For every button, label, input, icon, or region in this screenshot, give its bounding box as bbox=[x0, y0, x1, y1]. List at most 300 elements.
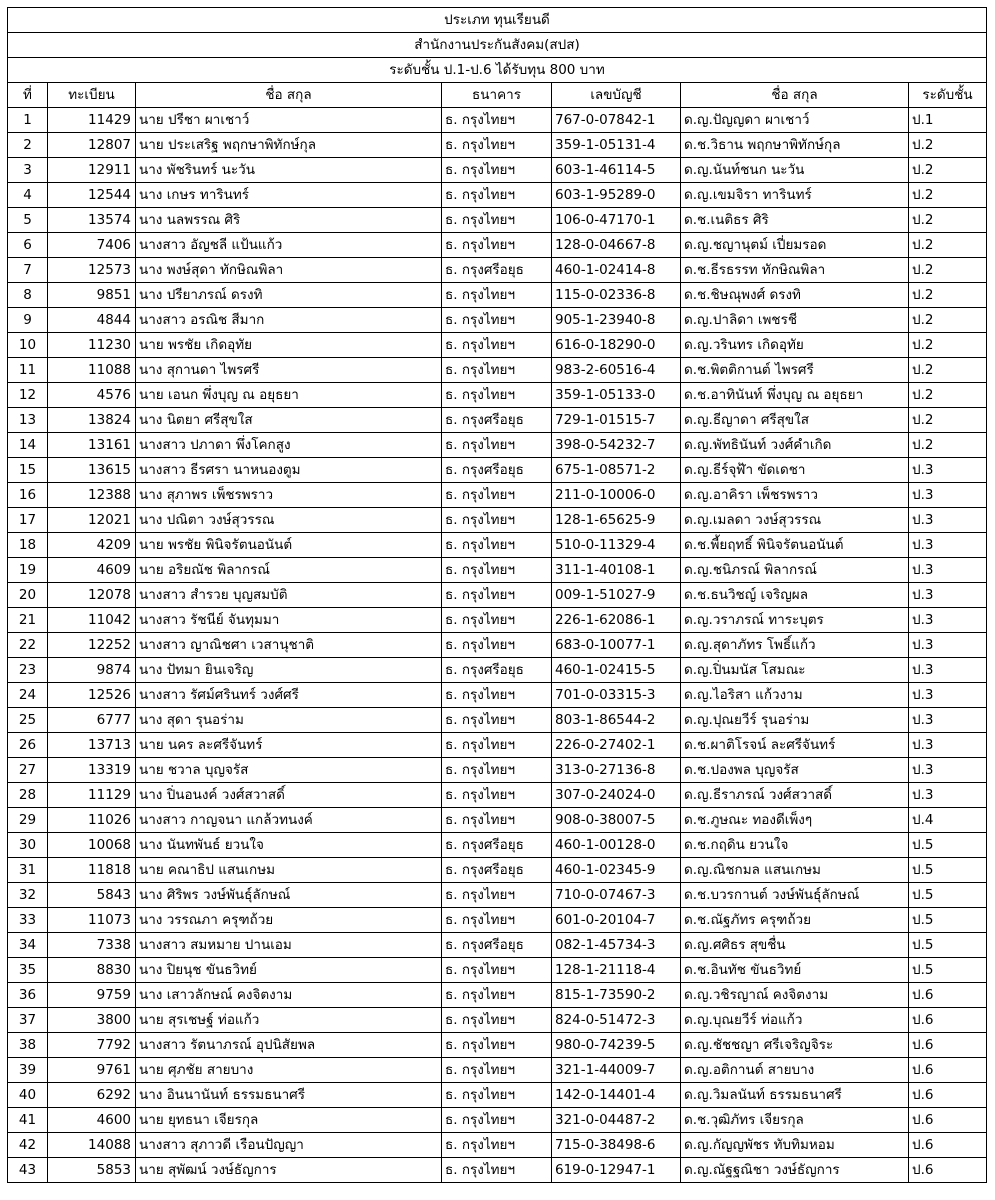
table-row bbox=[8, 658, 987, 683]
cell-parent-name: นาย พรชัย พินิจรัตนอนันต์ bbox=[136, 533, 442, 558]
cell-grade: ป.2 bbox=[909, 383, 987, 408]
cell-parent-name: นาย ยุทธนา เจียรกุล bbox=[136, 1108, 442, 1133]
cell-bank: ธ. กรุงไทยฯ bbox=[442, 608, 552, 633]
cell-account: 321-1-44009-7 bbox=[552, 1058, 681, 1083]
cell-no: 38 bbox=[8, 1033, 48, 1058]
cell-reg: 11042 bbox=[48, 608, 136, 633]
cell-child-name: ด.ญ.พัทธินันท์ วงศ์คำเกิด bbox=[681, 433, 909, 458]
cell-grade: ป.1 bbox=[909, 108, 987, 133]
cell-bank: ธ. กรุงไทยฯ bbox=[442, 1058, 552, 1083]
cell-account: 359-1-05133-0 bbox=[552, 383, 681, 408]
cell-grade: ป.2 bbox=[909, 208, 987, 233]
cell-child-name: ด.ญ.วรินทร เกิดอุทัย bbox=[681, 333, 909, 358]
cell-grade: ป.6 bbox=[909, 1158, 987, 1183]
cell-account: 908-0-38007-5 bbox=[552, 808, 681, 833]
cell-reg: 11073 bbox=[48, 908, 136, 933]
cell-bank: ธ. กรุงไทยฯ bbox=[442, 758, 552, 783]
cell-child-name: ด.ญ.ไอริสา แก้วงาม bbox=[681, 683, 909, 708]
cell-bank: ธ. กรุงไทยฯ bbox=[442, 783, 552, 808]
cell-no: 29 bbox=[8, 808, 48, 833]
cell-no: 41 bbox=[8, 1108, 48, 1133]
table-row bbox=[8, 1108, 987, 1133]
cell-grade: ป.2 bbox=[909, 433, 987, 458]
sheet-agency: สำนักงานประกันสังคม(สปส) bbox=[8, 33, 987, 58]
cell-no: 23 bbox=[8, 658, 48, 683]
table-row bbox=[8, 633, 987, 658]
cell-parent-name: นางสาว สำรวย บุญสมบัติ bbox=[136, 583, 442, 608]
cell-no: 43 bbox=[8, 1158, 48, 1183]
table-row bbox=[8, 208, 987, 233]
cell-account: 683-0-10077-1 bbox=[552, 633, 681, 658]
cell-reg: 10068 bbox=[48, 833, 136, 858]
cell-grade: ป.2 bbox=[909, 133, 987, 158]
cell-reg: 11429 bbox=[48, 108, 136, 133]
table-row bbox=[8, 433, 987, 458]
cell-child-name: ด.ช.ณัฐภัทร ครุฑถ้วย bbox=[681, 908, 909, 933]
cell-child-name: ด.ช.อาทินันท์ พึ่งบุญ ณ อยุธยา bbox=[681, 383, 909, 408]
cell-account: 980-0-74239-5 bbox=[552, 1033, 681, 1058]
cell-parent-name: นางสาว ธีรศรา นาหนองตูม bbox=[136, 458, 442, 483]
cell-bank: ธ. กรุงไทยฯ bbox=[442, 583, 552, 608]
cell-no: 36 bbox=[8, 983, 48, 1008]
cell-grade: ป.6 bbox=[909, 1008, 987, 1033]
cell-no: 5 bbox=[8, 208, 48, 233]
cell-account: 983-2-60516-4 bbox=[552, 358, 681, 383]
cell-parent-name: นางสาว กาญจนา แกล้วทนงค์ bbox=[136, 808, 442, 833]
cell-bank: ธ. กรุงไทยฯ bbox=[442, 958, 552, 983]
cell-account: 321-0-04487-2 bbox=[552, 1108, 681, 1133]
cell-child-name: ด.ช.ปองพล บุญจรัส bbox=[681, 758, 909, 783]
cell-bank: ธ. กรุงศรีอยุธ bbox=[442, 658, 552, 683]
cell-account: 710-0-07467-3 bbox=[552, 883, 681, 908]
cell-account: 603-1-95289-0 bbox=[552, 183, 681, 208]
cell-account: 082-1-45734-3 bbox=[552, 933, 681, 958]
cell-account: 226-1-62086-1 bbox=[552, 608, 681, 633]
cell-grade: ป.6 bbox=[909, 1133, 987, 1158]
cell-account: 619-0-12947-1 bbox=[552, 1158, 681, 1183]
cell-bank: ธ. กรุงไทยฯ bbox=[442, 1083, 552, 1108]
cell-bank: ธ. กรุงไทยฯ bbox=[442, 683, 552, 708]
cell-parent-name: นางสาว สุภาวดี เรือนปัญญา bbox=[136, 1133, 442, 1158]
table-row bbox=[8, 508, 987, 533]
cell-grade: ป.3 bbox=[909, 758, 987, 783]
cell-grade: ป.2 bbox=[909, 308, 987, 333]
table-row bbox=[8, 708, 987, 733]
cell-child-name: ด.ช.กฤดิน ยวนใจ bbox=[681, 833, 909, 858]
cell-parent-name: นาง อินนานันท์ ธรรมธนาศรี bbox=[136, 1083, 442, 1108]
cell-no: 28 bbox=[8, 783, 48, 808]
cell-grade: ป.4 bbox=[909, 808, 987, 833]
table-row bbox=[8, 783, 987, 808]
cell-grade: ป.3 bbox=[909, 583, 987, 608]
cell-account: 142-0-14401-4 bbox=[552, 1083, 681, 1108]
cell-grade: ป.2 bbox=[909, 333, 987, 358]
cell-child-name: ด.ช.บวรกานต์ วงษ์พันธุ์ลักษณ์ bbox=[681, 883, 909, 908]
table-row bbox=[8, 1158, 987, 1183]
cell-reg: 11129 bbox=[48, 783, 136, 808]
cell-child-name: ด.ญ.บุณยวีร์ ท่อแก้ว bbox=[681, 1008, 909, 1033]
cell-account: 128-1-21118-4 bbox=[552, 958, 681, 983]
cell-grade: ป.3 bbox=[909, 558, 987, 583]
cell-reg: 13615 bbox=[48, 458, 136, 483]
cell-no: 31 bbox=[8, 858, 48, 883]
cell-reg: 13319 bbox=[48, 758, 136, 783]
cell-account: 601-0-20104-7 bbox=[552, 908, 681, 933]
col-header-bank: ธนาคาร bbox=[442, 83, 552, 108]
cell-grade: ป.5 bbox=[909, 933, 987, 958]
cell-parent-name: นาง นิตยา ศรีสุขใส bbox=[136, 408, 442, 433]
cell-child-name: ด.ญ.เมลดา วงษ์สุวรรณ bbox=[681, 508, 909, 533]
cell-no: 37 bbox=[8, 1008, 48, 1033]
cell-parent-name: นาย อริยณัช พิลากรณ์ bbox=[136, 558, 442, 583]
cell-account: 715-0-38498-6 bbox=[552, 1133, 681, 1158]
cell-child-name: ด.ช.ธนวิชญ์ เจริญผล bbox=[681, 583, 909, 608]
cell-child-name: ด.ญ.นันท์ชนก นะวัน bbox=[681, 158, 909, 183]
cell-reg: 11088 bbox=[48, 358, 136, 383]
cell-no: 27 bbox=[8, 758, 48, 783]
cell-child-name: ด.ญ.ชนิภรณ์ พิลากรณ์ bbox=[681, 558, 909, 583]
cell-account: 211-0-10006-0 bbox=[552, 483, 681, 508]
cell-reg: 9761 bbox=[48, 1058, 136, 1083]
cell-bank: ธ. กรุงไทยฯ bbox=[442, 133, 552, 158]
table-row bbox=[8, 808, 987, 833]
cell-grade: ป.6 bbox=[909, 983, 987, 1008]
cell-grade: ป.2 bbox=[909, 283, 987, 308]
cell-grade: ป.6 bbox=[909, 1033, 987, 1058]
cell-child-name: ด.ญ.ปิ่นมนัส โสมณะ bbox=[681, 658, 909, 683]
cell-no: 22 bbox=[8, 633, 48, 658]
cell-parent-name: นาย คณาธิป แสนเกษม bbox=[136, 858, 442, 883]
table-row bbox=[8, 308, 987, 333]
cell-reg: 11026 bbox=[48, 808, 136, 833]
cell-grade: ป.3 bbox=[909, 483, 987, 508]
cell-account: 009-1-51027-9 bbox=[552, 583, 681, 608]
cell-bank: ธ. กรุงไทยฯ bbox=[442, 708, 552, 733]
column-header-row bbox=[8, 83, 987, 108]
col-header-no: ที่ bbox=[8, 83, 48, 108]
cell-parent-name: นาย ปรีชา ผาเชาว์ bbox=[136, 108, 442, 133]
cell-grade: ป.2 bbox=[909, 158, 987, 183]
cell-parent-name: นางสาว ปภาดา พึ่งโคกสูง bbox=[136, 433, 442, 458]
cell-account: 313-0-27136-8 bbox=[552, 758, 681, 783]
cell-grade: ป.6 bbox=[909, 1083, 987, 1108]
cell-parent-name: นางสาว ญาณิชศา เวสานุชาติ bbox=[136, 633, 442, 658]
cell-reg: 5853 bbox=[48, 1158, 136, 1183]
cell-account: 510-0-11329-4 bbox=[552, 533, 681, 558]
col-header-account: เลขบัญชี bbox=[552, 83, 681, 108]
table-row bbox=[8, 1133, 987, 1158]
cell-bank: ธ. กรุงศรีอยุธ bbox=[442, 858, 552, 883]
cell-no: 39 bbox=[8, 1058, 48, 1083]
table-row bbox=[8, 258, 987, 283]
table-row bbox=[8, 1083, 987, 1108]
cell-child-name: ด.ญ.ปาลิดา เพชรชี bbox=[681, 308, 909, 333]
cell-no: 25 bbox=[8, 708, 48, 733]
table-row bbox=[8, 133, 987, 158]
cell-no: 32 bbox=[8, 883, 48, 908]
cell-reg: 4609 bbox=[48, 558, 136, 583]
table-row bbox=[8, 1058, 987, 1083]
table-row bbox=[8, 833, 987, 858]
cell-account: 701-0-03315-3 bbox=[552, 683, 681, 708]
cell-child-name: ด.ญ.ณิชกมล แสนเกษม bbox=[681, 858, 909, 883]
table-row bbox=[8, 983, 987, 1008]
cell-account: 398-0-54232-7 bbox=[552, 433, 681, 458]
cell-parent-name: นาย พรชัย เกิดอุทัย bbox=[136, 333, 442, 358]
cell-parent-name: นาง สุดา รุนอร่าม bbox=[136, 708, 442, 733]
cell-no: 33 bbox=[8, 908, 48, 933]
cell-no: 20 bbox=[8, 583, 48, 608]
cell-grade: ป.2 bbox=[909, 233, 987, 258]
cell-no: 13 bbox=[8, 408, 48, 433]
cell-parent-name: นางสาว สมหมาย ปานเอม bbox=[136, 933, 442, 958]
cell-grade: ป.3 bbox=[909, 733, 987, 758]
cell-bank: ธ. กรุงไทยฯ bbox=[442, 808, 552, 833]
cell-reg: 3800 bbox=[48, 1008, 136, 1033]
cell-account: 815-1-73590-2 bbox=[552, 983, 681, 1008]
cell-child-name: ด.ช.อินทัช ขันธวิทย์ bbox=[681, 958, 909, 983]
cell-no: 7 bbox=[8, 258, 48, 283]
cell-reg: 7406 bbox=[48, 233, 136, 258]
cell-no: 11 bbox=[8, 358, 48, 383]
cell-account: 603-1-46114-5 bbox=[552, 158, 681, 183]
cell-parent-name: นางสาว รัศม์ศรินทร์ วงศ์ศรี bbox=[136, 683, 442, 708]
cell-child-name: ด.ญ.ชัชชญา ศรีเจริญจิระ bbox=[681, 1033, 909, 1058]
cell-child-name: ด.ช.พิตติกานต์ ไพรศรี bbox=[681, 358, 909, 383]
cell-no: 26 bbox=[8, 733, 48, 758]
cell-account: 616-0-18290-0 bbox=[552, 333, 681, 358]
cell-no: 15 bbox=[8, 458, 48, 483]
cell-reg: 12544 bbox=[48, 183, 136, 208]
cell-parent-name: นาง นันทพันธ์ ยวนใจ bbox=[136, 833, 442, 858]
cell-parent-name: นาง ปรียาภรณ์ ดรงทิ bbox=[136, 283, 442, 308]
cell-grade: ป.2 bbox=[909, 258, 987, 283]
cell-child-name: ด.ญ.อติกานต์ สายบาง bbox=[681, 1058, 909, 1083]
cell-parent-name: นาง สุกานดา ไพรศรี bbox=[136, 358, 442, 383]
cell-reg: 11230 bbox=[48, 333, 136, 358]
cell-no: 24 bbox=[8, 683, 48, 708]
cell-no: 30 bbox=[8, 833, 48, 858]
cell-grade: ป.2 bbox=[909, 183, 987, 208]
col-header-reg: ทะเบียน bbox=[48, 83, 136, 108]
cell-reg: 13574 bbox=[48, 208, 136, 233]
cell-parent-name: นางสาว อรณิช สีมาก bbox=[136, 308, 442, 333]
cell-grade: ป.3 bbox=[909, 508, 987, 533]
cell-parent-name: นาย สุรเชษฐ์ ท่อแก้ว bbox=[136, 1008, 442, 1033]
cell-child-name: ด.ญ.ธีญาดา ศรีสุขใส bbox=[681, 408, 909, 433]
cell-parent-name: นาง พัชรินทร์ นะวัน bbox=[136, 158, 442, 183]
cell-child-name: ด.ญ.กัญญพัชร ทับทิมหอม bbox=[681, 1133, 909, 1158]
cell-grade: ป.3 bbox=[909, 608, 987, 633]
cell-child-name: ด.ช.วุฒิภัทร เจียรกุล bbox=[681, 1108, 909, 1133]
table-row bbox=[8, 908, 987, 933]
cell-account: 128-1-65625-9 bbox=[552, 508, 681, 533]
cell-grade: ป.5 bbox=[909, 833, 987, 858]
cell-account: 115-0-02336-8 bbox=[552, 283, 681, 308]
cell-child-name: ด.ญ.ปัญญดา ผาเชาว์ bbox=[681, 108, 909, 133]
cell-reg: 12807 bbox=[48, 133, 136, 158]
cell-no: 6 bbox=[8, 233, 48, 258]
cell-child-name: ด.ญ.สุดาภัทร โพธิ์แก้ว bbox=[681, 633, 909, 658]
cell-reg: 6292 bbox=[48, 1083, 136, 1108]
cell-bank: ธ. กรุงไทยฯ bbox=[442, 1108, 552, 1133]
cell-parent-name: นาง ปัทมา ยินเจริญ bbox=[136, 658, 442, 683]
table-row bbox=[8, 758, 987, 783]
cell-bank: ธ. กรุงไทยฯ bbox=[442, 1133, 552, 1158]
table-row bbox=[8, 383, 987, 408]
cell-grade: ป.6 bbox=[909, 1108, 987, 1133]
cell-parent-name: นางสาว รัตนาภรณ์ อุปนิสัยพล bbox=[136, 1033, 442, 1058]
cell-grade: ป.3 bbox=[909, 783, 987, 808]
cell-bank: ธ. กรุงไทยฯ bbox=[442, 558, 552, 583]
cell-reg: 9759 bbox=[48, 983, 136, 1008]
cell-reg: 6777 bbox=[48, 708, 136, 733]
cell-grade: ป.3 bbox=[909, 633, 987, 658]
cell-bank: ธ. กรุงไทยฯ bbox=[442, 1158, 552, 1183]
cell-reg: 12252 bbox=[48, 633, 136, 658]
cell-reg: 4209 bbox=[48, 533, 136, 558]
cell-bank: ธ. กรุงไทยฯ bbox=[442, 283, 552, 308]
cell-bank: ธ. กรุงไทยฯ bbox=[442, 908, 552, 933]
cell-parent-name: นาย นคร ละศรีจันทร์ bbox=[136, 733, 442, 758]
table-row bbox=[8, 158, 987, 183]
cell-bank: ธ. กรุงไทยฯ bbox=[442, 483, 552, 508]
cell-bank: ธ. กรุงไทยฯ bbox=[442, 533, 552, 558]
cell-reg: 13824 bbox=[48, 408, 136, 433]
cell-reg: 4600 bbox=[48, 1108, 136, 1133]
cell-parent-name: นาย ศุภชัย สายบาง bbox=[136, 1058, 442, 1083]
cell-account: 905-1-23940-8 bbox=[552, 308, 681, 333]
table-row bbox=[8, 858, 987, 883]
cell-parent-name: นาง สุภาพร เพ็ชรพราว bbox=[136, 483, 442, 508]
cell-bank: ธ. กรุงศรีอยุธ bbox=[442, 833, 552, 858]
cell-child-name: ด.ช.ผาติโรจน์ ละศรีจันทร์ bbox=[681, 733, 909, 758]
table-row bbox=[8, 733, 987, 758]
cell-account: 460-1-02415-5 bbox=[552, 658, 681, 683]
cell-parent-name: นาง วรรณภา ครุฑถ้วย bbox=[136, 908, 442, 933]
cell-bank: ธ. กรุงไทยฯ bbox=[442, 1033, 552, 1058]
cell-child-name: ด.ช.ชิษณุพงศ์ ดรงทิ bbox=[681, 283, 909, 308]
cell-no: 3 bbox=[8, 158, 48, 183]
cell-no: 14 bbox=[8, 433, 48, 458]
cell-reg: 11818 bbox=[48, 858, 136, 883]
cell-grade: ป.5 bbox=[909, 883, 987, 908]
cell-grade: ป.5 bbox=[909, 858, 987, 883]
cell-child-name: ด.ญ.ศศิธร สุขชื่น bbox=[681, 933, 909, 958]
cell-parent-name: นาง พงษ์สุดา ทักษิณพิลา bbox=[136, 258, 442, 283]
table-row bbox=[8, 1033, 987, 1058]
cell-parent-name: นาย สุพัฒน์ วงษ์ธัญการ bbox=[136, 1158, 442, 1183]
title-row bbox=[8, 8, 987, 33]
cell-account: 460-1-00128-0 bbox=[552, 833, 681, 858]
cell-account: 128-0-04667-8 bbox=[552, 233, 681, 258]
cell-no: 8 bbox=[8, 283, 48, 308]
cell-child-name: ด.ญ.อาคิรา เพ็ชรพราว bbox=[681, 483, 909, 508]
cell-bank: ธ. กรุงไทยฯ bbox=[442, 1008, 552, 1033]
cell-account: 767-0-07842-1 bbox=[552, 108, 681, 133]
cell-account: 729-1-01515-7 bbox=[552, 408, 681, 433]
cell-reg: 9874 bbox=[48, 658, 136, 683]
cell-no: 9 bbox=[8, 308, 48, 333]
cell-bank: ธ. กรุงไทยฯ bbox=[442, 383, 552, 408]
cell-reg: 12078 bbox=[48, 583, 136, 608]
cell-parent-name: นาย เอนก พึ่งบุญ ณ อยุธยา bbox=[136, 383, 442, 408]
cell-child-name: ด.ญ.ธีร์จุฬ้า ขัดเดชา bbox=[681, 458, 909, 483]
cell-account: 824-0-51472-3 bbox=[552, 1008, 681, 1033]
table-row bbox=[8, 533, 987, 558]
cell-no: 19 bbox=[8, 558, 48, 583]
table-row bbox=[8, 408, 987, 433]
cell-grade: ป.2 bbox=[909, 408, 987, 433]
cell-no: 21 bbox=[8, 608, 48, 633]
cell-grade: ป.3 bbox=[909, 458, 987, 483]
cell-bank: ธ. กรุงไทยฯ bbox=[442, 508, 552, 533]
cell-no: 1 bbox=[8, 108, 48, 133]
cell-parent-name: นางสาว อัญชลี แป้นแก้ว bbox=[136, 233, 442, 258]
cell-bank: ธ. กรุงไทยฯ bbox=[442, 158, 552, 183]
cell-account: 675-1-08571-2 bbox=[552, 458, 681, 483]
cell-account: 106-0-47170-1 bbox=[552, 208, 681, 233]
table-row bbox=[8, 1008, 987, 1033]
cell-grade: ป.5 bbox=[909, 958, 987, 983]
cell-child-name: ด.ช.พี้ยฤทธิ์ พินิจรัตนอนันต์ bbox=[681, 533, 909, 558]
cell-bank: ธ. กรุงไทยฯ bbox=[442, 333, 552, 358]
cell-no: 2 bbox=[8, 133, 48, 158]
cell-bank: ธ. กรุงไทยฯ bbox=[442, 633, 552, 658]
cell-grade: ป.3 bbox=[909, 708, 987, 733]
cell-bank: ธ. กรุงไทยฯ bbox=[442, 883, 552, 908]
cell-child-name: ด.ญ.วิมลนันท์ ธรรมธนาศรี bbox=[681, 1083, 909, 1108]
cell-bank: ธ. กรุงไทยฯ bbox=[442, 233, 552, 258]
table-row bbox=[8, 483, 987, 508]
cell-reg: 12526 bbox=[48, 683, 136, 708]
cell-no: 34 bbox=[8, 933, 48, 958]
cell-grade: ป.3 bbox=[909, 533, 987, 558]
sheet-title: ประเภท ทุนเรียนดี bbox=[8, 8, 987, 33]
table-row bbox=[8, 283, 987, 308]
table-row bbox=[8, 883, 987, 908]
col-header-grade: ระดับชั้น bbox=[909, 83, 987, 108]
cell-bank: ธ. กรุงไทยฯ bbox=[442, 183, 552, 208]
cell-no: 16 bbox=[8, 483, 48, 508]
cell-bank: ธ. กรุงไทยฯ bbox=[442, 358, 552, 383]
cell-grade: ป.5 bbox=[909, 908, 987, 933]
cell-bank: ธ. กรุงศรีอยุธ bbox=[442, 458, 552, 483]
col-header-child-name: ชื่อ สกุล bbox=[681, 83, 909, 108]
cell-reg: 13713 bbox=[48, 733, 136, 758]
sheet-subtitle: ระดับชั้น ป.1-ป.6 ได้รับทุน 800 บาท bbox=[8, 58, 987, 83]
cell-bank: ธ. กรุงศรีอยุธ bbox=[442, 258, 552, 283]
cell-reg: 4576 bbox=[48, 383, 136, 408]
table-row bbox=[8, 458, 987, 483]
subtitle-row bbox=[8, 58, 987, 83]
table-row bbox=[8, 933, 987, 958]
cell-bank: ธ. กรุงไทยฯ bbox=[442, 733, 552, 758]
cell-bank: ธ. กรุงไทยฯ bbox=[442, 208, 552, 233]
cell-child-name: ด.ญ.ณัฐฐณิชา วงษ์ธัญการ bbox=[681, 1158, 909, 1183]
cell-no: 4 bbox=[8, 183, 48, 208]
cell-account: 460-1-02414-8 bbox=[552, 258, 681, 283]
cell-child-name: ด.ช.วิธาน พฤกษาพิทักษ์กุล bbox=[681, 133, 909, 158]
cell-account: 226-0-27402-1 bbox=[552, 733, 681, 758]
cell-parent-name: นาง ปณิตา วงษ์สุวรรณ bbox=[136, 508, 442, 533]
table-row bbox=[8, 333, 987, 358]
cell-no: 42 bbox=[8, 1133, 48, 1158]
table-row bbox=[8, 183, 987, 208]
cell-parent-name: นาง ศิริพร วงษ์พันธุ์ลักษณ์ bbox=[136, 883, 442, 908]
table-row bbox=[8, 358, 987, 383]
cell-parent-name: นาง ปิยนุช ขันธวิทย์ bbox=[136, 958, 442, 983]
